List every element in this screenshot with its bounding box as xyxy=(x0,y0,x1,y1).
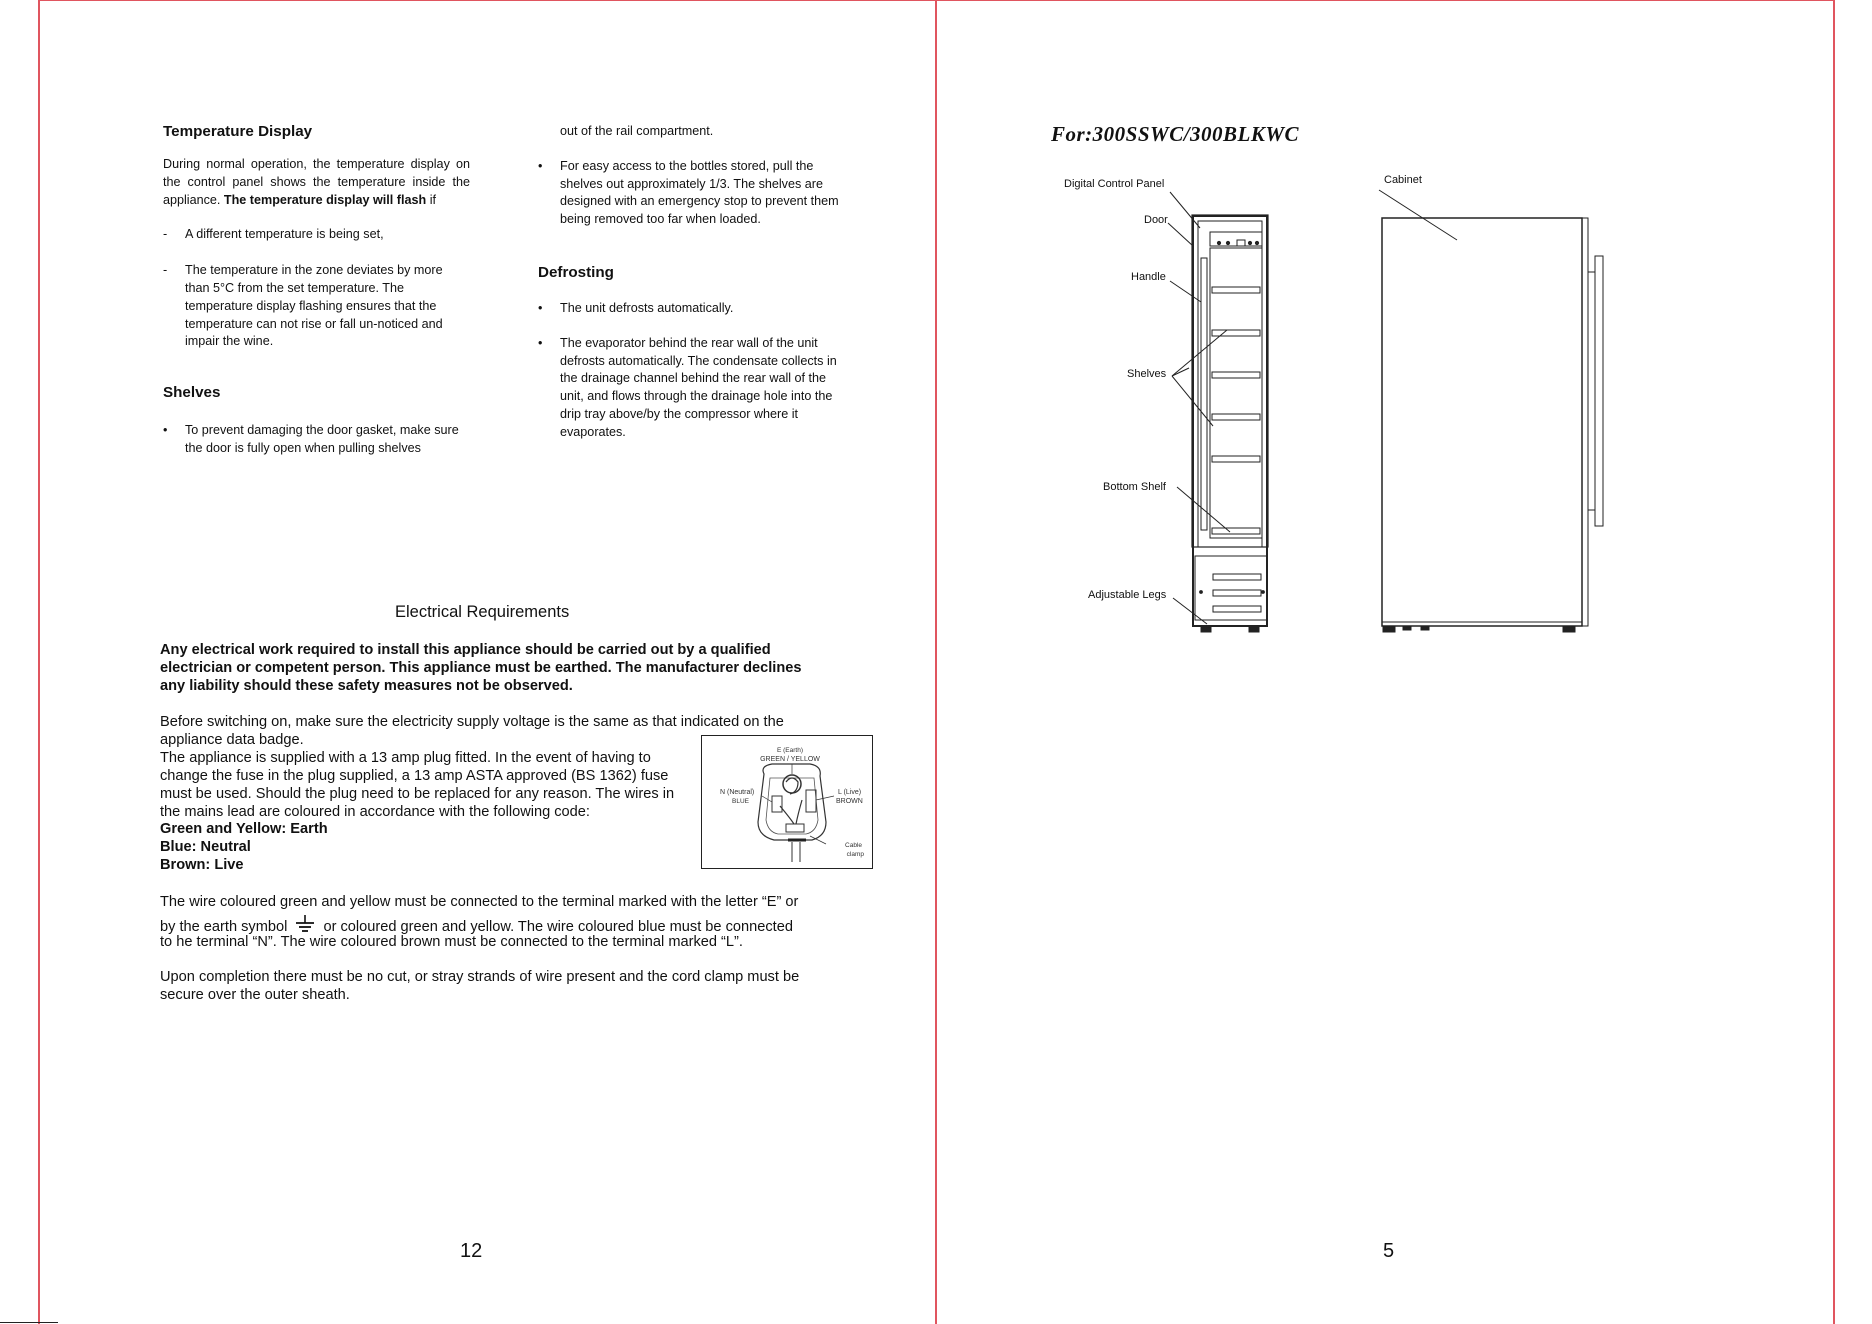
shelves-item-1 xyxy=(163,422,470,458)
code-live: Brown: Live xyxy=(160,857,244,873)
code-earth: Green and Yellow: Earth xyxy=(160,821,328,837)
warning-text: Any electrical work required to install this appliance should be carried out by a qualified electrician or competent person. This appliance must be earthed. The manufacturer declines any liability should these safety measures not be observed. xyxy=(160,642,802,694)
right-page-number: 5 xyxy=(1383,1240,1395,1262)
plug-clamp-label: Cable xyxy=(845,842,862,849)
bottom-rule xyxy=(0,1322,58,1323)
temperature-item-1 xyxy=(163,226,470,244)
item-text: A different temperature is being set, xyxy=(185,227,384,242)
item-text: The unit defrosts automatically. xyxy=(560,301,734,315)
model-title: For:300SSWC/300BLKWC xyxy=(1051,122,1300,146)
intro-bold-text: The temperature display will flash xyxy=(223,192,427,207)
top-margin-line xyxy=(38,0,1835,1)
plug-earth-color: GREEN / YELLOW xyxy=(760,756,820,763)
wire-code-list xyxy=(160,820,328,874)
left-margin-line xyxy=(38,0,40,1324)
defrosting-item-1 xyxy=(538,300,850,318)
electrical-warning xyxy=(160,641,820,695)
electrical-para1-line1: Before switching on, make sure the electricity supply voltage is the same as that indicated on the xyxy=(160,714,784,730)
shelves-item-1-continued: out of the rail compartment. xyxy=(560,124,714,138)
label-cabinet: Cabinet xyxy=(1384,174,1422,186)
wine-cooler-diagram xyxy=(937,150,1833,650)
plug-neutral-label: N (Neutral) xyxy=(720,789,755,796)
item-marker: - xyxy=(163,263,168,278)
para2-pre: by the earth symbol xyxy=(160,919,288,935)
label-handle: Handle xyxy=(1131,271,1166,283)
temperature-display-intro xyxy=(163,156,470,209)
item-body xyxy=(538,158,850,229)
label-bottom-shelf: Bottom Shelf xyxy=(1103,481,1166,493)
defrosting-item-2 xyxy=(538,335,850,442)
electrical-heading: Electrical Requirements xyxy=(395,603,570,621)
defrosting-heading: Defrosting xyxy=(538,264,614,281)
electrical-para2-line1: The wire coloured green and yellow must be connected to the terminal marked with the letter “E” or xyxy=(160,894,799,910)
plug-live-color: BROWN xyxy=(836,798,863,805)
intro-end-text: if xyxy=(429,192,436,207)
shelves-section xyxy=(163,384,470,458)
label-shelves: Shelves xyxy=(1127,368,1167,380)
earth-symbol-icon xyxy=(295,915,315,933)
left-page-number: 12 xyxy=(460,1240,483,1262)
bullet-dot: • xyxy=(163,423,168,437)
electrical-para3: Upon completion there must be no cut, or stray strands of wire present and the cord clamp must be secure over the outer sheath. xyxy=(160,969,800,1003)
plug-clamp-label-2: clamp xyxy=(846,851,864,858)
plug-diagram xyxy=(701,735,873,869)
item-text: The evaporator behind the rear wall of the unit defrosts automatically. The condensate collects in the drainage channel behind the rear wall of the unit, and flows through the drainage hole into the drip tray above/by the compressor where it evaporates. xyxy=(560,335,837,439)
temperature-item-2 xyxy=(163,262,470,351)
temperature-display-heading: Temperature Display xyxy=(163,123,313,140)
plug-live-label: L (Live) xyxy=(838,789,862,796)
plug-drawing xyxy=(702,736,872,868)
plug-earth-label: E (Earth) xyxy=(776,747,804,754)
label-digital-control-panel: Digital Control Panel xyxy=(1064,178,1165,190)
shelves-item-2 xyxy=(538,158,850,229)
item-text: The temperature in the zone deviates by more than 5°C from the set temperature. The temperature display flashing ensures that the temperature can not rise or fall un-noticed and impair the wine. xyxy=(185,263,443,349)
code-neutral: Blue: Neutral xyxy=(160,839,251,855)
bullet-dot: • xyxy=(538,335,543,350)
electrical-para2-line3: to he terminal “N”. The wire coloured brown must be connected to the terminal marked “L”. xyxy=(160,934,743,950)
item-text: To prevent damaging the door gasket, make sure the door is fully open when pulling shelves xyxy=(185,423,459,455)
temperature-display-section xyxy=(163,123,470,351)
shelves-continued xyxy=(538,123,850,229)
bullet-dot: • xyxy=(538,301,543,315)
intro-text: During normal operation, the temperature display on the control panel shows the temperature inside the appliance. xyxy=(163,157,470,207)
defrosting-section xyxy=(538,264,850,442)
plug-neutral-color: BLUE xyxy=(732,798,749,805)
label-door: Door xyxy=(1144,214,1168,226)
electrical-para1: appliance data badge. The appliance is supplied with a 13 amp plug fitted. In the event of having to change the fuse in the plug supplied, a 13 amp ASTA approved (BS 1362) fuse must be used. Should the plug need to be replaced for any reason. The wires in the mains lead are coloured in accordance with the following code: xyxy=(160,732,675,820)
shelves-heading: Shelves xyxy=(163,384,221,401)
item-text: For easy access to the bottles stored, pull the shelves out approximately 1/3. The shelves are designed with an emergency stop to prevent them being removed too far when loaded. xyxy=(560,158,839,227)
label-adjustable-legs: Adjustable Legs xyxy=(1088,589,1167,601)
para2-post: or coloured green and yellow. The wire coloured blue must be connected xyxy=(323,919,793,935)
item-marker: - xyxy=(163,227,168,242)
right-margin-line xyxy=(1833,0,1835,1324)
bullet-dot: • xyxy=(538,158,543,173)
